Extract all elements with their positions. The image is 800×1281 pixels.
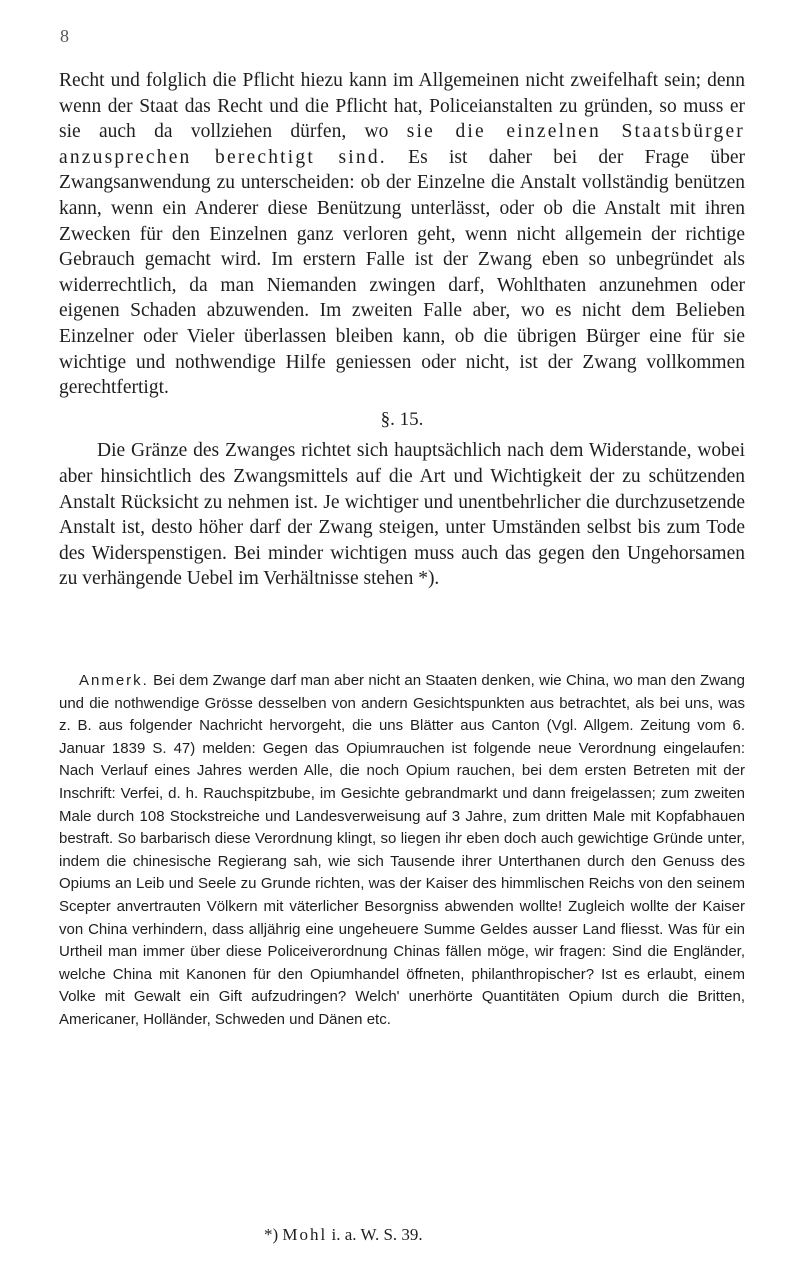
paragraph-1-start: Recht und folglich die Pflicht hiezu kann im Allgemeinen nicht zweifelhaft sein; denn wenn der Staat das Recht und die Pflicht hat, Policeianstalten zu gründen, so muss er sie auch da vollziehen dürfen, wo — [59, 70, 745, 143]
paragraph-1-end: Es ist daher bei der Frage über Zwangsanwendung zu unterscheiden: ob der Einzelne die Anstalt vollständig benützen kann, wenn ein Anderer diese Benützung unterlässt, oder ob die Anstalt mit ihren Zwecken für den Einzelnen ganz verloren geht, wenn nicht allgemein der richtige Gebrauch gemacht wird. Im erstern Falle ist der Zwang eben so unbegründet als widerrechtlich, da man Niemanden zwingen darf, Wohlthaten anzunehmen oder eigenen Schaden abzuwenden. Im zweiten Falle aber, wo es nicht dem Belieben Einzelner oder Vieler überlassen bleiben kann, ob die übrigen Bürger eine für sie wichtige und nothwendige Hilfe geniessen oder nicht, ist der Zwang vollkommen gerechtfertigt. — [59, 146, 745, 399]
paragraph-1-emphasis: sie die einzelnen Staatsbürger anzusprechen berechtigt sind. — [59, 121, 745, 168]
page-number: 8 — [60, 26, 69, 46]
paragraph-2: Die Gränze des Zwanges richtet sich hauptsächlich nach dem Widerstande, wobei aber hinsichtlich des Zwangsmittels auf die Art und Wichtigkeit der zu schützenden Anstalt Rücksicht zu nehmen ist. Je wichtiger und unentbehrlicher die durchzusetzende Anstalt ist, desto höher darf der Zwang steigen, unter Umständen selbst bis zum Tode des Widerspenstigen. Bei minder wichtigen muss auch das gegen den Ungehorsamen zu verhängende Uebel im Verhältnisse stehen *). — [59, 440, 745, 590]
main-text — [59, 68, 745, 592]
note-label: Anmerk. — [79, 672, 149, 689]
footnote-marker: *) — [264, 1225, 283, 1244]
footnote-reference: i. a. W. S. 39. — [327, 1225, 423, 1244]
note-paragraph — [59, 670, 745, 1032]
annotation-note — [59, 670, 745, 1032]
paragraph-1 — [59, 68, 745, 401]
footnote — [264, 1225, 423, 1245]
footnote-author: Mohl — [282, 1225, 328, 1244]
note-text: Bei dem Zwange darf man aber nicht an Staaten denken, wie China, wo man den Zwang und die nothwendige Grösse desselben von andern Gesichtspunkten aus betrachtet, als bei uns, was z. B. aus folgender Nachricht hervorgeht, die uns Blätter aus Canton (Vgl. Allgem. Zeitung vom 6. Januar 1839 S. 47) melden: Gegen das Opiumrauchen ist folgende neue Verordnung eingelaufen: Nach Verlauf eines Jahres werden Alle, die noch Opium rauchen, bei dem ersten Betreten mit der Inschrift: Verfei, d. h. Rauchspitzbube, im Gesichte gebrandmarkt und dann freigelassen; zum zweiten Male durch 108 Stockstreiche und Landesverweisung auf 3 Jahre, zum dritten Male mit Kopfabhauen bestraft. So barbarisch diese Verordnung klingt, so liegen ihr eben doch auch gewichtige Gründe unter, indem die chinesische Regierang sah, wie sich Tausende ihrer Unterthanen durch den Genuss des Opiums an Leib und Seele zu Grunde richten, was der Kaiser des himmlischen Reichs von den seinem Scepter anvertrauten Völkern mit väterlicher Besorgniss abwenden wollte! Zugleich wollte der Kaiser von China verhindern, dass alljährig eine ungeheuere Summe Geldes ausser Land fliesst. Was für ein Urtheil man immer über diese Policeiverordnung Chinas fällen möge, wir fragen: Sind die Engländer, welche China mit Kanonen für den Opiumhandel öffneten, philanthropischer? Ist es erlaubt, einem Volke mit Gewalt ein Gift aufzudringen? Welch' unerhörte Quantitäten Opium durch die Britten, Americaner, Holländer, Schweden und Dänen etc. — [59, 672, 745, 1028]
section-heading: §. 15. — [380, 408, 424, 430]
